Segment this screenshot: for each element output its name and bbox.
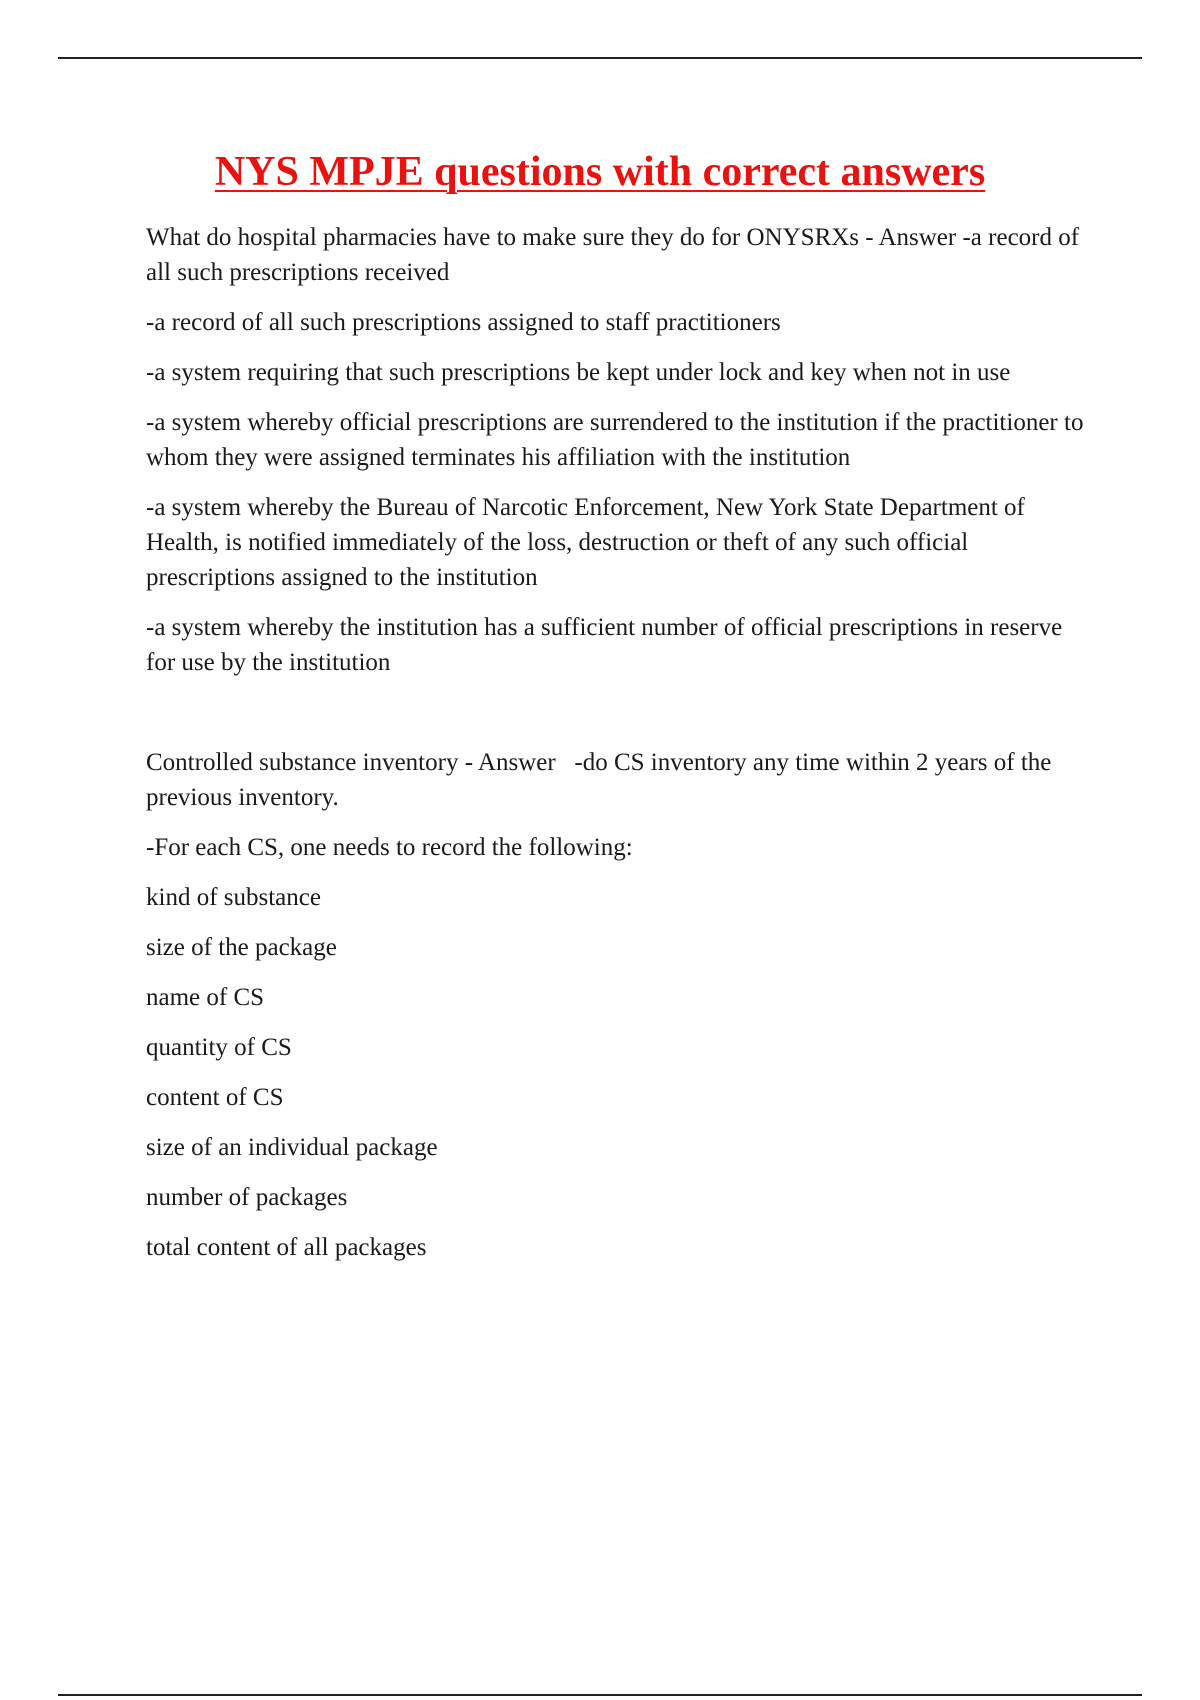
list-item: total content of all packages bbox=[146, 1234, 427, 1261]
answer-item: -a system whereby official prescriptions are surrendered to the institution if the practitioner to whom they were assigned terminates his affiliation with the institution bbox=[146, 409, 1084, 471]
list-item: kind of substance bbox=[146, 884, 321, 911]
document-title: NYS MPJE questions with correct answers bbox=[214, 149, 986, 195]
document-body bbox=[146, 220, 1086, 1280]
top-rule bbox=[58, 57, 1142, 59]
list-item: name of CS bbox=[146, 984, 265, 1011]
list-item: size of the package bbox=[146, 934, 337, 961]
answer-item: -a system requiring that such prescriptions be kept under lock and key when not in use bbox=[146, 359, 1011, 386]
bottom-rule bbox=[58, 1694, 1142, 1696]
question-2-paragraph: Controlled substance inventory - Answer -do CS inventory any time within 2 years of the previous inventory. bbox=[146, 749, 1058, 811]
list-item: quantity of CS bbox=[146, 1034, 292, 1061]
answer-item: -For each CS, one needs to record the following: bbox=[146, 834, 633, 861]
section-gap bbox=[146, 695, 1086, 745]
answer-item: -a system whereby the Bureau of Narcotic Enforcement, New York State Department of Health, is notified immediately of the loss, destruction or theft of any such official prescriptions assigned to the institution bbox=[146, 494, 1025, 591]
list-item: number of packages bbox=[146, 1184, 348, 1211]
question-1-paragraph: What do hospital pharmacies have to make sure they do for ONYSRXs - Answer -a record of all such prescriptions received bbox=[146, 224, 1080, 286]
answer-item: -a record of all such prescriptions assigned to staff practitioners bbox=[146, 309, 781, 336]
list-item: content of CS bbox=[146, 1084, 284, 1111]
answer-item: -a system whereby the institution has a sufficient number of official prescriptions in reserve for use by the institution bbox=[146, 614, 1063, 676]
list-item: size of an individual package bbox=[146, 1134, 438, 1161]
